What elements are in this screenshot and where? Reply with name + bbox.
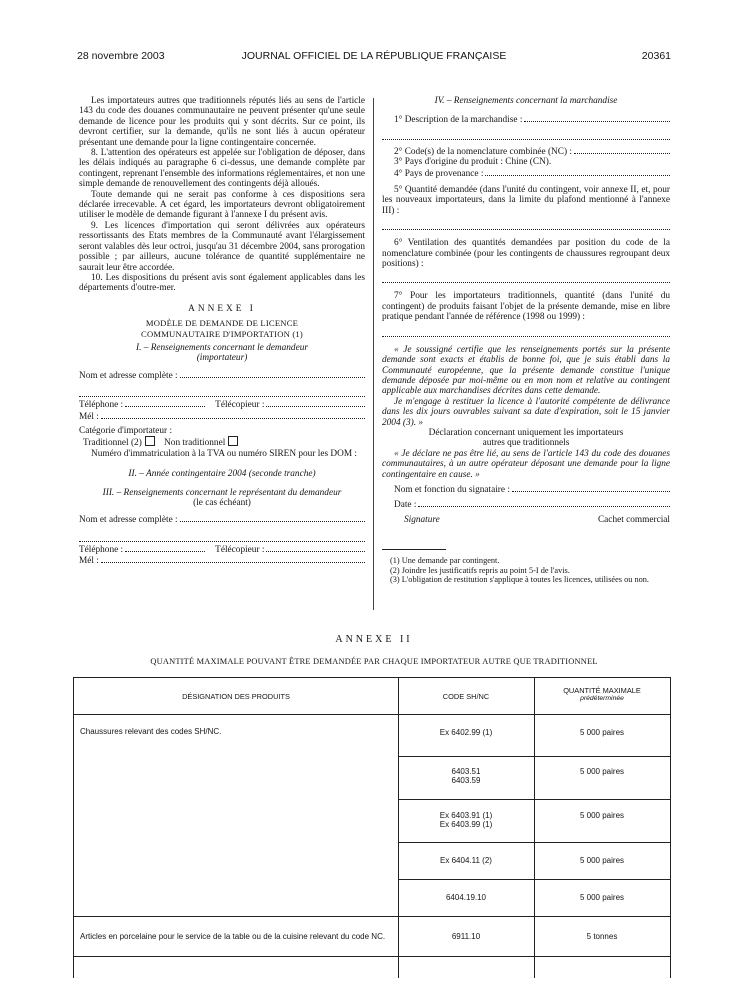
- designation-porcelaine: Articles en porcelaine pour le service de la table ou de la cuisine relevant du code NC.: [80, 932, 386, 941]
- annexe-2-title: ANNEXE II: [335, 634, 413, 645]
- annexe-1-title: ANNEXE I: [188, 303, 256, 314]
- traditionnel-checkbox[interactable]: [145, 436, 155, 446]
- left-column: [79, 96, 365, 567]
- non-traditionnel-checkbox[interactable]: [228, 436, 238, 446]
- quantity-cell: 5 000 paires: [579, 728, 625, 737]
- page-number: 20361: [641, 50, 671, 62]
- table-row-rule: [74, 916, 670, 917]
- code-cell: Ex 6402.99 (1): [439, 728, 493, 737]
- telephone-fax-representant-field: Téléphone : Télécopieur :: [79, 544, 365, 555]
- code-cell: Ex 6403.91 (1) Ex 6403.99 (1): [439, 811, 493, 829]
- annexe-1-subtitle-1: MODÈLE DE DEMANDE DE LICENCE: [145, 318, 299, 329]
- table-row-rule: [398, 756, 670, 757]
- blank-line: [79, 387, 365, 397]
- table-row-rule: [398, 799, 670, 800]
- table-header-rule: [74, 714, 670, 715]
- declaration-title-2: autres que traditionnels: [482, 438, 570, 449]
- quantity-cell: 5 000 paires: [579, 893, 625, 902]
- paragraph-importateurs: Les importateurs autres que traditionnels réputés liés au sens de l'article 143 du code des douanes communautaire ne peuvent présenter qu'une seule demande de licence pour les produits qui y sont décrits. Sur ce point, ils devront certifier, sur la demande, qu'ils ne sont liés à aucun opérateur présentant une demande pour la ligne contingentaire concernée.: [79, 96, 365, 148]
- signature-row: [382, 515, 670, 525]
- item-3-pays-origine: 3° Pays d'origine du produit : Chine (CN).: [394, 157, 552, 168]
- signature-label: Signature: [404, 514, 440, 525]
- footnote-3: (3) L'obligation de restitution s'applique à toutes les licences, utilisées ou non.: [390, 575, 649, 584]
- cachet-label: Cachet commercial: [597, 514, 670, 525]
- blank-line: [382, 130, 670, 140]
- paragraph-8b: Toute demande qui ne serait pas conforme à ces dispositions sera déclarée irrecevable. A cet égard, les importateurs devront obligatoirement utiliser le modèle de demande figurant à l'annexe I du présent avis.: [79, 189, 365, 221]
- certification-text: « Je soussigné certifie que les renseignements portés sur la présente demande sont exacts et établis de bonne foi, que je suis établi dans la Communauté européenne, que la présente demande constitue l'unique demande déposée par moi-même ou en mon nom et relative au contingent applicable aux marchandises décrites dans cette demande.: [382, 344, 670, 397]
- designation-chaussures: Chaussures relevant des codes SH/NC.: [80, 727, 222, 736]
- item-2-code: 2° Code(s) de la nomenclature combinée (NC) :: [382, 146, 670, 157]
- annexe-2-table: [73, 677, 671, 978]
- item-4-pays-provenance: 4° Pays de provenance :: [382, 168, 670, 179]
- code-cell: Ex 6404.11 (2): [440, 856, 492, 865]
- header-quantite: QUANTITÉ MAXIMALE prédéterminée: [563, 686, 641, 702]
- quantity-cell: 5 000 paires: [579, 856, 625, 865]
- section-3-title: III. – Renseignements concernant le représentant du demandeur: [102, 487, 342, 498]
- table-row-rule: [398, 842, 670, 843]
- header-code: CODE SH/NC: [442, 692, 490, 701]
- code-cell: 6403.51 6403.59: [451, 767, 481, 785]
- footnote-2: (2) Joindre les justificatifs repris au point 5-I de l'avis.: [390, 565, 570, 575]
- section-2-title: II. – Année contingentaire 2004 (seconde tranche): [128, 469, 316, 480]
- categorie-label: Catégorie d'importateur :: [79, 425, 173, 436]
- section-1-title: I. – Renseignements concernant le demandeur: [136, 342, 308, 353]
- nom-adresse-field: Nom et adresse complète :: [79, 370, 365, 381]
- item-5-quantite: 5° Quantité demandée (dans l'unité du contingent, voir annexe II, et, pour les nouveaux importateurs, dans la limite du plafond mentionné à l'annexe III) :: [382, 185, 670, 216]
- tva-field: Numéro d'immatriculation à la TVA ou numéro SIREN pour les DOM :: [91, 448, 358, 459]
- right-column: [382, 96, 670, 584]
- telephone-fax-field: Téléphone : Télécopieur :: [79, 399, 365, 410]
- mel-field: Mél :: [79, 411, 365, 422]
- item-6-ventilation: 6° Ventilation des quantités demandées par position du code de la nomenclature combinée (pour les contingents de chaussures regroupant deux positions) :: [382, 238, 670, 270]
- section-4-title: IV. – Renseignements concernant la marchandise: [434, 96, 618, 106]
- categorie-options: Traditionnel (2) Non traditionnel: [79, 436, 365, 448]
- annexe-1-subtitle-2: COMMUNAUTAIRE D'IMPORTATION (1): [141, 328, 303, 339]
- item-1-description: 1° Description de la marchandise :: [382, 114, 670, 125]
- table-row-rule: [398, 879, 670, 880]
- code-cell: 6404.19.10: [445, 893, 487, 902]
- header-designation: DÉSIGNATION DES PRODUITS: [182, 692, 290, 701]
- date-field: Date :: [382, 499, 670, 510]
- nom-adresse-representant-field: Nom et adresse complète :: [79, 514, 365, 525]
- column-divider: [373, 98, 374, 610]
- journal-title: JOURNAL OFFICIEL DE LA RÉPUBLIQUE FRANÇAISE: [241, 50, 507, 62]
- signataire-field: Nom et fonction du signataire :: [382, 484, 670, 495]
- quantity-cell: 5 tonnes: [586, 932, 618, 941]
- engagement-text: Je m'engage à restituer la licence à l'autorité compétente de délivrance dans les dix jours ouvrables suivant sa date d'expiration, soit le 15 janvier 2004 (3). »: [382, 396, 670, 428]
- paragraph-10: 10. Les dispositions du présent avis sont également applicables dans les départements d'outre-mer.: [79, 272, 365, 294]
- section-3-subtitle: (le cas échéant): [193, 498, 251, 508]
- declaration-title-1: Déclaration concernant uniquement les importateurs: [428, 427, 624, 438]
- mel-representant-field: Mél :: [79, 555, 365, 566]
- blank-line: [382, 273, 670, 283]
- quantity-cell: 5 000 paires: [579, 811, 625, 820]
- quantity-cell: 5 000 paires: [579, 767, 625, 776]
- table-row-rule: [74, 956, 670, 957]
- blank-line: [382, 327, 670, 337]
- declaration-text: « Je déclare ne pas être lié, au sens de l'article 143 du code des douanes communautaires, à un autre opérateur déposant une demande pour la ligne contingentaire en cause. »: [382, 448, 670, 480]
- page-header: [77, 50, 671, 64]
- footnote-rule: [382, 549, 446, 550]
- footnote-1: (1) Une demande par contingent.: [390, 556, 500, 566]
- annexe-2-subtitle: QUANTITÉ MAXIMALE POUVANT ÊTRE DEMANDÉE PAR CHAQUE IMPORTATEUR AUTRE QUE TRADITIONNEL: [150, 657, 598, 666]
- paragraph-8: 8. L'attention des opérateurs est appelée sur l'obligation de déposer, dans les délais indiqués au paragraphe 6 ci-dessus, une demande complète par contingent, reprenant l'ensemble des informations réglementaires, et non une simple demande de renouvellement des contingents déjà alloués.: [79, 148, 365, 190]
- header-date: 28 novembre 2003: [77, 50, 165, 62]
- blank-line: [382, 220, 670, 230]
- section-1-subtitle: (importateur): [196, 353, 248, 364]
- code-cell: 6911.10: [451, 932, 481, 941]
- item-7-traditionnels: 7° Pour les importateurs traditionnels, quantité (dans l'unité du contingent) de produits faisant l'objet de la présente demande, mise en libre pratique pendant l'année de référence (1998 ou 1999) :: [382, 291, 670, 323]
- paragraph-9: 9. Les licences d'importation qui seront délivrées aux opérateurs ressortissants des Etats membres de la Communauté avant l'élargissement seront valables dès leur octroi, jusqu'au 31 décembre 2004, sans prorogation possible ; par ailleurs, aucune tolérance de quantité supplémentaire ne saurait leur être accordée.: [79, 220, 365, 273]
- blank-line: [79, 532, 365, 542]
